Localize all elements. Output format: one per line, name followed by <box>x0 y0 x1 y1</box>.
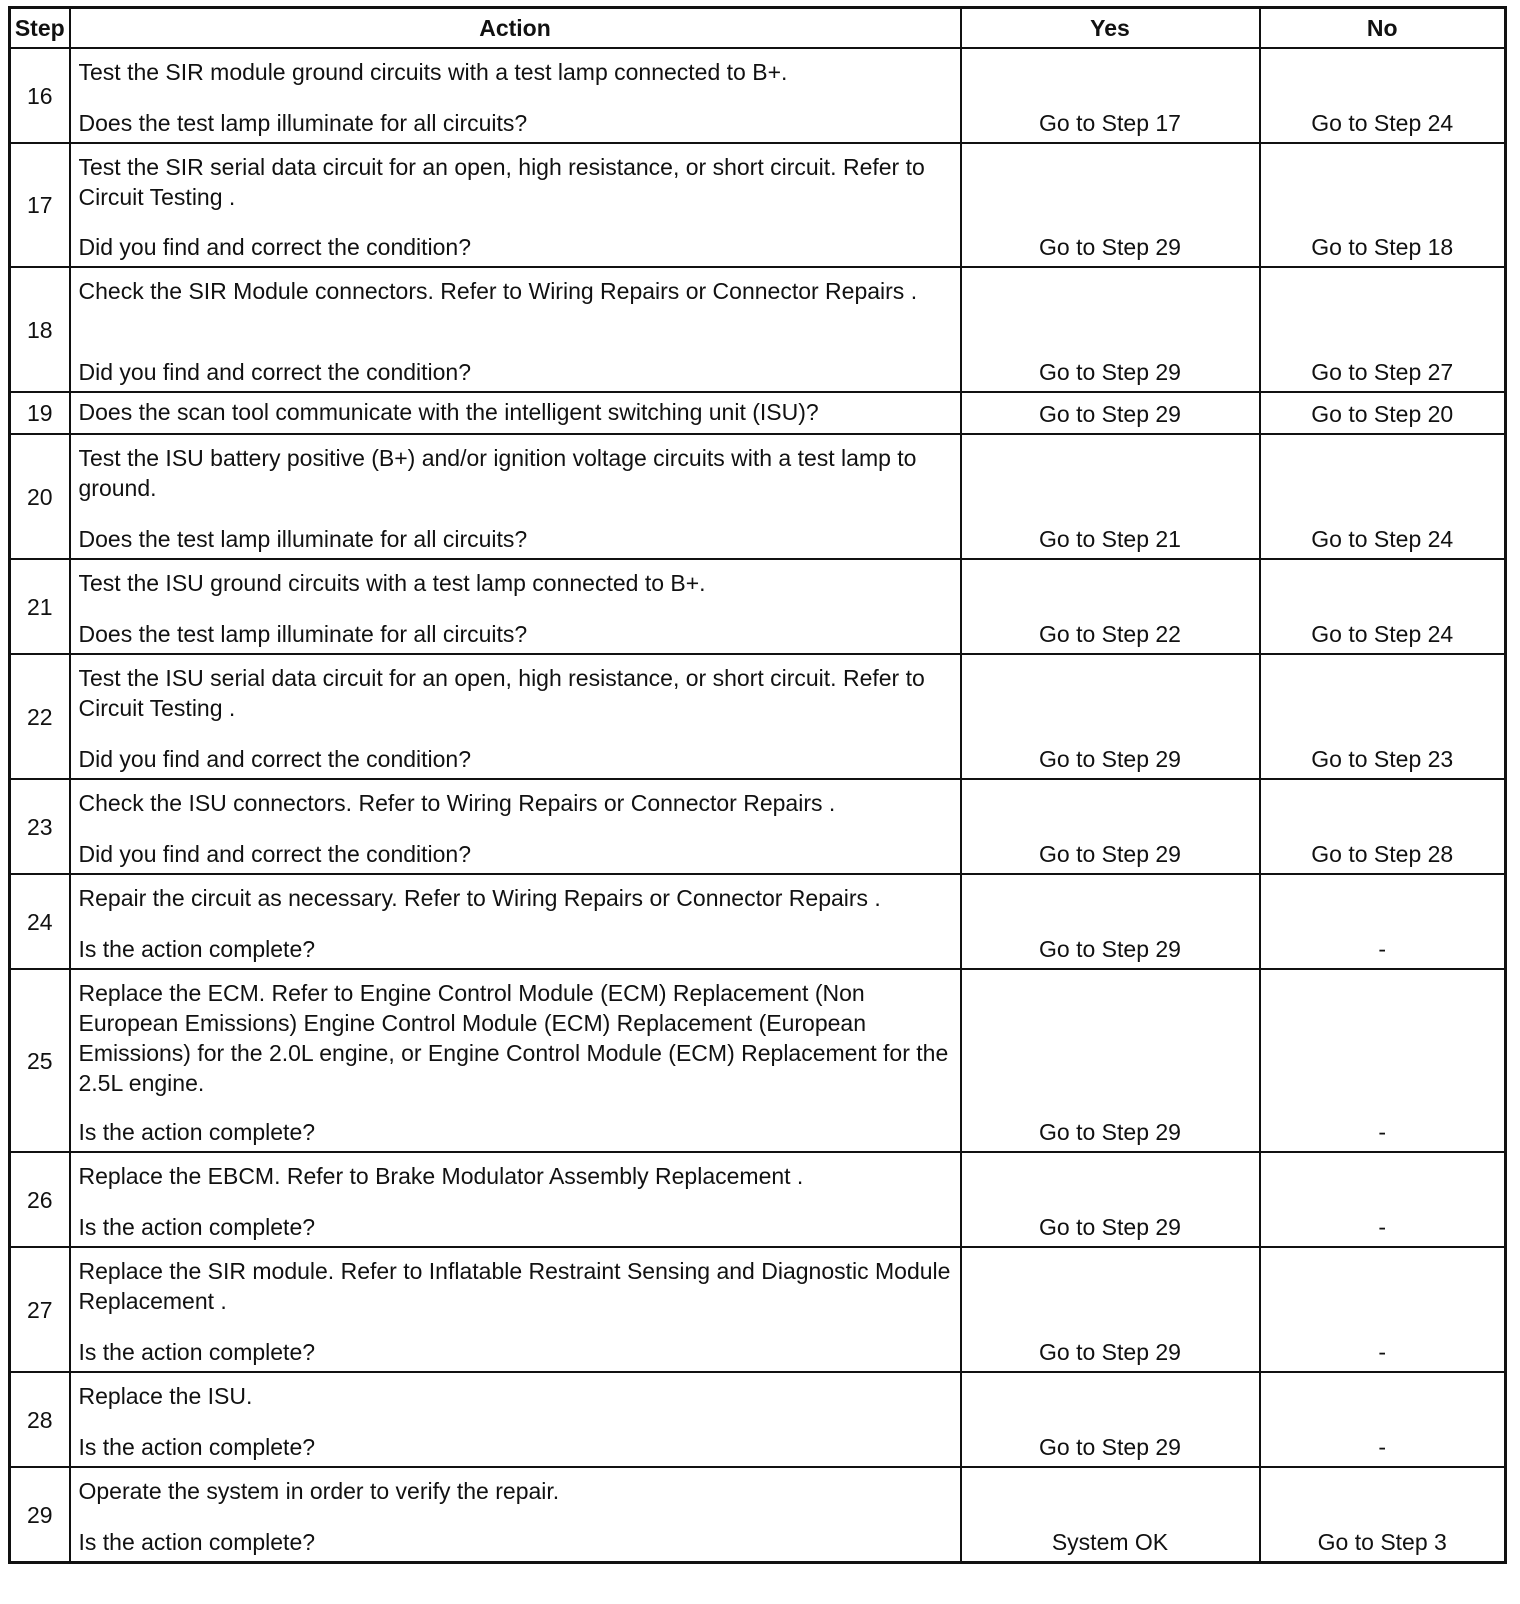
no-result: Go to Step 20 <box>1311 401 1454 427</box>
yes-result: Go to Step 29 <box>1039 1339 1181 1365</box>
yes-result: System OK <box>1051 1529 1169 1555</box>
action-instruction: Repair the circuit as necessary. Refer to Wiring Repairs or Connector Repairs . <box>78 885 881 911</box>
action-instruction: Check the ISU connectors. Refer to Wiring Repairs or Connector Repairs . <box>78 790 836 816</box>
table-row <box>10 1372 1506 1467</box>
table-row <box>10 969 1506 1152</box>
action-cell <box>70 267 961 392</box>
action-question: Does the test lamp illuminate for all circuits? <box>78 526 528 552</box>
action-instruction: Replace the ISU. <box>78 1383 253 1409</box>
action-question: Did you find and correct the condition? <box>78 841 472 867</box>
table-row <box>10 48 1506 143</box>
yes-cell <box>961 1372 1260 1467</box>
table-row <box>10 1247 1506 1372</box>
action-question: Does the test lamp illuminate for all circuits? <box>78 621 528 647</box>
step-number: 25 <box>10 969 70 1152</box>
no-cell <box>1260 559 1506 654</box>
action-instruction: Test the SIR module ground circuits with a test lamp connected to B+. <box>78 59 788 85</box>
no-result: - <box>1378 1214 1387 1240</box>
action-cell <box>70 874 961 969</box>
yes-cell <box>961 392 1260 434</box>
step-number: 24 <box>10 874 70 969</box>
yes-cell <box>961 1247 1260 1372</box>
table-row <box>10 654 1506 779</box>
action-cell <box>70 1247 961 1372</box>
table-row <box>10 1152 1506 1247</box>
no-result: Go to Step 24 <box>1311 621 1454 647</box>
action-question: Is the action complete? <box>78 1434 316 1460</box>
no-cell <box>1260 1152 1506 1247</box>
table-row <box>10 392 1506 434</box>
step-number: 16 <box>10 48 70 143</box>
action-instruction: Test the ISU battery positive (B+) and/or ignition voltage circuits with a test lamp to ground. <box>78 445 923 501</box>
step-number: 27 <box>10 1247 70 1372</box>
no-result: Go to Step 28 <box>1311 841 1454 867</box>
action-cell <box>70 969 961 1152</box>
yes-cell <box>961 143 1260 267</box>
action-question: Did you find and correct the condition? <box>78 234 472 260</box>
table-row <box>10 559 1506 654</box>
no-result: Go to Step 18 <box>1311 234 1454 260</box>
action-cell <box>70 779 961 874</box>
yes-result: Go to Step 22 <box>1039 621 1181 647</box>
step-number: 21 <box>10 559 70 654</box>
action-instruction: Replace the ECM. Refer to Engine Control Module (ECM) Replacement (Non European Emissions) Engine Control Module (ECM) Replacement (European Emissions) for the 2.0L engine, or Engine Control Module (ECM) Replacement for the 2.5L engine. <box>78 980 955 1096</box>
yes-result: Go to Step 29 <box>1039 936 1181 962</box>
column-header-no: No <box>1260 8 1506 49</box>
action-instruction: Test the ISU serial data circuit for an open, high resistance, or short circuit. Refer to Circuit Testing . <box>78 665 932 721</box>
step-number: 17 <box>10 143 70 267</box>
no-result: - <box>1378 936 1387 962</box>
table-row <box>10 779 1506 874</box>
no-result: - <box>1378 1434 1387 1460</box>
yes-result: Go to Step 29 <box>1039 1119 1181 1145</box>
yes-result: Go to Step 17 <box>1039 110 1181 136</box>
column-header-action: Action <box>70 8 961 49</box>
yes-result: Go to Step 29 <box>1039 359 1181 385</box>
action-cell <box>70 143 961 267</box>
no-cell <box>1260 654 1506 779</box>
no-result: Go to Step 24 <box>1311 110 1454 136</box>
step-number: 23 <box>10 779 70 874</box>
table-row <box>10 434 1506 559</box>
yes-cell <box>961 559 1260 654</box>
column-header-yes: Yes <box>961 8 1260 49</box>
yes-cell <box>961 1152 1260 1247</box>
step-number: 28 <box>10 1372 70 1467</box>
action-cell <box>70 654 961 779</box>
no-cell <box>1260 143 1506 267</box>
action-instruction: Test the ISU ground circuits with a test lamp connected to B+. <box>78 570 706 596</box>
diagnostic-table <box>8 6 1507 1564</box>
action-instruction: Check the SIR Module connectors. Refer to Wiring Repairs or Connector Repairs . <box>78 278 918 304</box>
step-number: 19 <box>10 392 70 434</box>
yes-result: Go to Step 29 <box>1039 1434 1181 1460</box>
action-cell <box>70 1372 961 1467</box>
action-question: Is the action complete? <box>78 936 316 962</box>
action-cell <box>70 434 961 559</box>
action-cell <box>70 1467 961 1563</box>
no-cell <box>1260 779 1506 874</box>
no-cell <box>1260 969 1506 1152</box>
yes-cell <box>961 969 1260 1152</box>
action-question: Is the action complete? <box>78 1214 316 1240</box>
table-row <box>10 267 1506 392</box>
action-question: Is the action complete? <box>78 1119 316 1145</box>
yes-cell <box>961 48 1260 143</box>
yes-cell <box>961 434 1260 559</box>
no-result: Go to Step 24 <box>1311 526 1454 552</box>
no-result: Go to Step 27 <box>1311 359 1454 385</box>
yes-result: Go to Step 29 <box>1039 1214 1181 1240</box>
yes-result: Go to Step 29 <box>1039 234 1181 260</box>
no-cell <box>1260 1372 1506 1467</box>
action-instruction: Operate the system in order to verify the repair. <box>78 1478 560 1504</box>
action-question: Did you find and correct the condition? <box>78 746 472 772</box>
step-number: 22 <box>10 654 70 779</box>
no-result: - <box>1378 1339 1387 1365</box>
no-result: - <box>1378 1119 1387 1145</box>
action-instruction: Replace the SIR module. Refer to Inflatable Restraint Sensing and Diagnostic Module Replacement . <box>78 1258 957 1314</box>
yes-result: Go to Step 29 <box>1039 746 1181 772</box>
action-question: Is the action complete? <box>78 1529 316 1555</box>
no-result: Go to Step 3 <box>1317 1529 1447 1555</box>
action-cell <box>70 559 961 654</box>
action-question: Does the test lamp illuminate for all circuits? <box>78 110 528 136</box>
action-question: Did you find and correct the condition? <box>78 359 472 385</box>
step-number: 29 <box>10 1467 70 1563</box>
table-row <box>10 874 1506 969</box>
column-header-step: Step <box>10 8 70 49</box>
no-cell <box>1260 267 1506 392</box>
yes-cell <box>961 779 1260 874</box>
action-question: Is the action complete? <box>78 1339 316 1365</box>
no-result: Go to Step 23 <box>1311 746 1454 772</box>
yes-cell <box>961 1467 1260 1563</box>
no-cell <box>1260 392 1506 434</box>
step-number: 26 <box>10 1152 70 1247</box>
no-cell <box>1260 434 1506 559</box>
no-cell <box>1260 1467 1506 1563</box>
action-question: Does the scan tool communicate with the intelligent switching unit (ISU)? <box>78 399 819 425</box>
table-row <box>10 1467 1506 1563</box>
no-cell <box>1260 1247 1506 1372</box>
step-number: 18 <box>10 267 70 392</box>
action-cell <box>70 48 961 143</box>
no-cell <box>1260 48 1506 143</box>
yes-cell <box>961 654 1260 779</box>
action-instruction: Test the SIR serial data circuit for an open, high resistance, or short circuit. Refer to Circuit Testing . <box>78 154 932 210</box>
action-cell <box>70 1152 961 1247</box>
yes-result: Go to Step 29 <box>1039 401 1181 427</box>
action-instruction: Replace the EBCM. Refer to Brake Modulator Assembly Replacement . <box>78 1163 804 1189</box>
step-number: 20 <box>10 434 70 559</box>
table-header-row <box>10 8 1506 49</box>
yes-result: Go to Step 29 <box>1039 841 1181 867</box>
yes-cell <box>961 874 1260 969</box>
table-row <box>10 143 1506 267</box>
yes-result: Go to Step 21 <box>1039 526 1181 552</box>
yes-cell <box>961 267 1260 392</box>
action-cell <box>70 392 961 434</box>
no-cell <box>1260 874 1506 969</box>
